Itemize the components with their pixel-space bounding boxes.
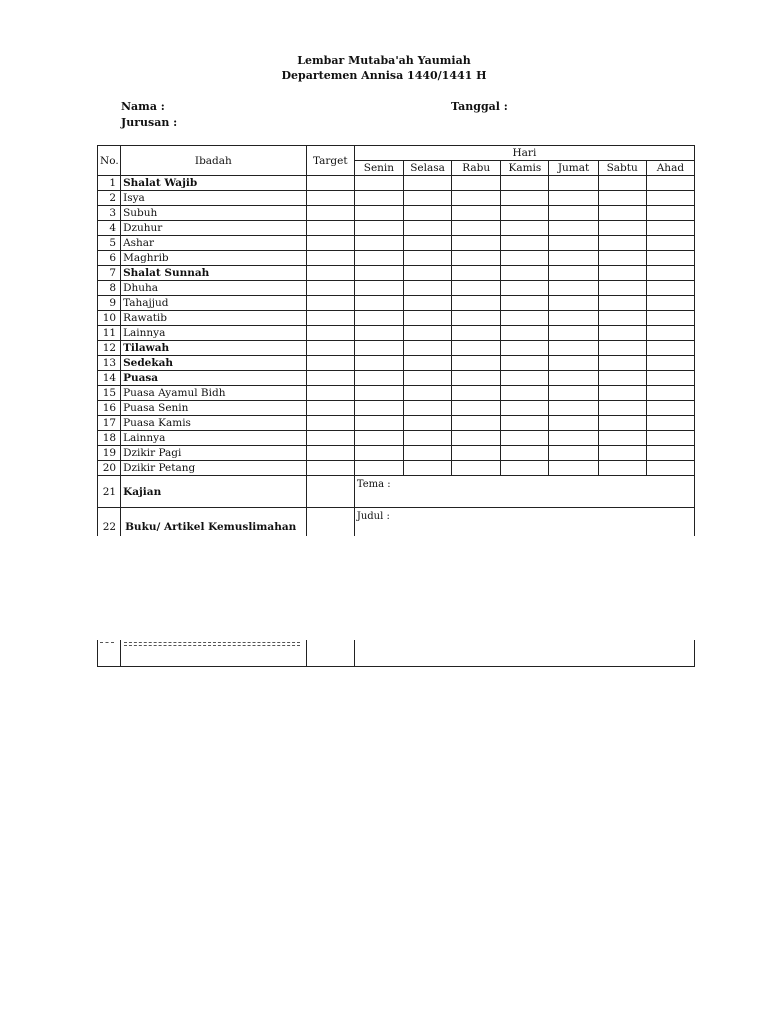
document-subtitle: Departemen Annisa 1440/1441 H xyxy=(281,69,487,82)
buku-judul-field[interactable]: Judul : xyxy=(354,508,694,667)
day-cell-kamis[interactable] xyxy=(501,236,549,251)
header-no: No. xyxy=(98,146,121,176)
day-cell-sabtu[interactable] xyxy=(598,341,646,356)
kajian-target-cell[interactable] xyxy=(306,476,354,508)
table-row xyxy=(98,356,695,371)
row-number: 6 xyxy=(98,251,121,266)
target-cell[interactable] xyxy=(306,416,354,431)
day-cell-ahad[interactable] xyxy=(646,326,694,341)
day-cell-senin[interactable] xyxy=(354,446,403,461)
day-cell-sabtu[interactable] xyxy=(598,251,646,266)
day-cell-sabtu[interactable] xyxy=(598,296,646,311)
table-row xyxy=(98,431,695,446)
day-cell-kamis[interactable] xyxy=(501,176,549,191)
day-cell-sabtu[interactable] xyxy=(598,356,646,371)
day-cell-sabtu[interactable] xyxy=(598,311,646,326)
day-cell-rabu[interactable] xyxy=(452,371,501,386)
day-cell-kamis[interactable] xyxy=(501,296,549,311)
day-cell-senin[interactable] xyxy=(354,221,403,236)
target-cell[interactable] xyxy=(306,176,354,191)
day-cell-kamis[interactable] xyxy=(501,311,549,326)
day-cell-senin[interactable] xyxy=(354,356,403,371)
day-cell-kamis[interactable] xyxy=(501,461,549,476)
day-cell-ahad[interactable] xyxy=(646,401,694,416)
day-cell-selasa[interactable] xyxy=(403,191,451,206)
row-number: 10 xyxy=(98,311,121,326)
day-cell-ahad[interactable] xyxy=(646,266,694,281)
day-header-jumat: Jumat xyxy=(549,161,598,176)
target-cell[interactable] xyxy=(306,206,354,221)
header-target: Target xyxy=(306,146,354,176)
ibadah-label: Dzikir Pagi xyxy=(121,446,307,461)
ibadah-label: Lainnya xyxy=(121,326,307,341)
target-cell[interactable] xyxy=(306,326,354,341)
target-cell[interactable] xyxy=(306,191,354,206)
day-cell-jumat[interactable] xyxy=(549,431,598,446)
day-cell-ahad[interactable] xyxy=(646,416,694,431)
day-cell-jumat[interactable] xyxy=(549,311,598,326)
day-cell-sabtu[interactable] xyxy=(598,416,646,431)
day-cell-jumat[interactable] xyxy=(549,221,598,236)
day-cell-senin[interactable] xyxy=(354,371,403,386)
ibadah-label: Sedekah xyxy=(121,356,307,371)
day-cell-kamis[interactable] xyxy=(501,386,549,401)
day-cell-sabtu[interactable] xyxy=(598,221,646,236)
row-number: 18 xyxy=(98,431,121,446)
day-cell-sabtu[interactable] xyxy=(598,236,646,251)
day-cell-ahad[interactable] xyxy=(646,221,694,236)
row-number: 2 xyxy=(98,191,121,206)
day-cell-selasa[interactable] xyxy=(403,401,451,416)
header-row xyxy=(98,146,695,161)
table-row xyxy=(98,341,695,356)
document-title: Lembar Mutaba'ah Yaumiah xyxy=(297,54,471,67)
day-cell-kamis[interactable] xyxy=(501,446,549,461)
day-cell-selasa[interactable] xyxy=(403,446,451,461)
target-cell[interactable] xyxy=(306,431,354,446)
day-header-kamis: Kamis xyxy=(501,161,549,176)
day-cell-jumat[interactable] xyxy=(549,371,598,386)
day-cell-ahad[interactable] xyxy=(646,311,694,326)
table-row xyxy=(98,221,695,236)
row-number: 9 xyxy=(98,296,121,311)
target-cell[interactable] xyxy=(306,311,354,326)
day-cell-ahad[interactable] xyxy=(646,446,694,461)
day-cell-rabu[interactable] xyxy=(452,446,501,461)
ibadah-label: Puasa xyxy=(121,371,307,386)
target-cell[interactable] xyxy=(306,371,354,386)
ibadah-label: Dzuhur xyxy=(121,221,307,236)
row-number: 5 xyxy=(98,236,121,251)
table-row xyxy=(98,296,695,311)
header-hari: Hari xyxy=(354,146,694,161)
kajian-row xyxy=(98,476,695,508)
day-cell-selasa[interactable] xyxy=(403,206,451,221)
ibadah-label: Ashar xyxy=(121,236,307,251)
day-cell-ahad[interactable] xyxy=(646,356,694,371)
day-cell-selasa[interactable] xyxy=(403,311,451,326)
kajian-tema-field[interactable]: Tema : xyxy=(354,476,694,508)
row-number: 16 xyxy=(98,401,121,416)
day-cell-sabtu[interactable] xyxy=(598,446,646,461)
day-cell-senin[interactable] xyxy=(354,236,403,251)
day-header-sabtu: Sabtu xyxy=(598,161,646,176)
day-cell-rabu[interactable] xyxy=(452,341,501,356)
day-cell-selasa[interactable] xyxy=(403,296,451,311)
day-cell-rabu[interactable] xyxy=(452,191,501,206)
day-cell-rabu[interactable] xyxy=(452,281,501,296)
day-cell-ahad[interactable] xyxy=(646,176,694,191)
day-cell-rabu[interactable] xyxy=(452,206,501,221)
day-cell-selasa[interactable] xyxy=(403,341,451,356)
target-cell[interactable] xyxy=(306,341,354,356)
row-number: 8 xyxy=(98,281,121,296)
day-cell-selasa[interactable] xyxy=(403,371,451,386)
day-cell-selasa[interactable] xyxy=(403,386,451,401)
ibadah-label: Lainnya xyxy=(121,431,307,446)
day-cell-jumat[interactable] xyxy=(549,266,598,281)
buku-label: Buku/ Artikel Kemuslimahan xyxy=(121,508,307,667)
day-cell-senin[interactable] xyxy=(354,206,403,221)
day-cell-sabtu[interactable] xyxy=(598,401,646,416)
table-row xyxy=(98,206,695,221)
table-row xyxy=(98,266,695,281)
row-number: 1 xyxy=(98,176,121,191)
target-cell[interactable] xyxy=(306,356,354,371)
day-cell-jumat[interactable] xyxy=(549,296,598,311)
day-header-ahad: Ahad xyxy=(646,161,694,176)
day-cell-selasa[interactable] xyxy=(403,266,451,281)
day-cell-jumat[interactable] xyxy=(549,281,598,296)
ibadah-label: Puasa Kamis xyxy=(121,416,307,431)
target-cell[interactable] xyxy=(306,281,354,296)
ibadah-label: Maghrib xyxy=(121,251,307,266)
ibadah-label: Rawatib xyxy=(121,311,307,326)
table-row xyxy=(98,386,695,401)
day-cell-kamis[interactable] xyxy=(501,431,549,446)
table-row xyxy=(98,461,695,476)
day-cell-ahad[interactable] xyxy=(646,386,694,401)
day-cell-senin[interactable] xyxy=(354,326,403,341)
table-row xyxy=(98,281,695,296)
day-cell-rabu[interactable] xyxy=(452,221,501,236)
target-cell[interactable] xyxy=(306,266,354,281)
day-cell-senin[interactable] xyxy=(354,431,403,446)
ibadah-label: Shalat Sunnah xyxy=(121,266,307,281)
table-row xyxy=(98,191,695,206)
tanggal-label: Tanggal : xyxy=(451,100,508,113)
day-cell-senin[interactable] xyxy=(354,281,403,296)
day-header-selasa: Selasa xyxy=(403,161,451,176)
table-row xyxy=(98,236,695,251)
day-cell-senin[interactable] xyxy=(354,176,403,191)
day-cell-kamis[interactable] xyxy=(501,251,549,266)
day-cell-selasa[interactable] xyxy=(403,251,451,266)
row-number: 11 xyxy=(98,326,121,341)
artifact-mark xyxy=(124,642,300,646)
ibadah-label: Dhuha xyxy=(121,281,307,296)
table-row xyxy=(98,446,695,461)
day-cell-ahad[interactable] xyxy=(646,431,694,446)
day-cell-selasa[interactable] xyxy=(403,221,451,236)
day-cell-ahad[interactable] xyxy=(646,236,694,251)
day-cell-jumat[interactable] xyxy=(549,416,598,431)
jurusan-label: Jurusan : xyxy=(121,116,178,129)
day-cell-selasa[interactable] xyxy=(403,236,451,251)
day-cell-sabtu[interactable] xyxy=(598,266,646,281)
day-cell-ahad[interactable] xyxy=(646,461,694,476)
day-cell-selasa[interactable] xyxy=(403,281,451,296)
day-cell-rabu[interactable] xyxy=(452,461,501,476)
nama-label: Nama : xyxy=(121,100,165,113)
day-cell-senin[interactable] xyxy=(354,401,403,416)
row-number: 20 xyxy=(98,461,121,476)
table-row xyxy=(98,371,695,386)
day-cell-senin[interactable] xyxy=(354,191,403,206)
target-cell[interactable] xyxy=(306,386,354,401)
day-cell-senin[interactable] xyxy=(354,461,403,476)
day-cell-jumat[interactable] xyxy=(549,251,598,266)
day-cell-jumat[interactable] xyxy=(549,191,598,206)
day-cell-jumat[interactable] xyxy=(549,176,598,191)
table-row xyxy=(98,326,695,341)
day-cell-kamis[interactable] xyxy=(501,356,549,371)
day-header-rabu: Rabu xyxy=(452,161,501,176)
day-cell-kamis[interactable] xyxy=(501,341,549,356)
day-cell-selasa[interactable] xyxy=(403,461,451,476)
day-cell-sabtu[interactable] xyxy=(598,386,646,401)
render-gap xyxy=(0,536,768,640)
ibadah-label: Isya xyxy=(121,191,307,206)
target-cell[interactable] xyxy=(306,251,354,266)
day-cell-jumat[interactable] xyxy=(549,206,598,221)
day-cell-jumat[interactable] xyxy=(549,341,598,356)
day-cell-rabu[interactable] xyxy=(452,356,501,371)
day-cell-kamis[interactable] xyxy=(501,281,549,296)
row-number: 13 xyxy=(98,356,121,371)
day-cell-rabu[interactable] xyxy=(452,326,501,341)
day-cell-ahad[interactable] xyxy=(646,341,694,356)
day-cell-sabtu[interactable] xyxy=(598,371,646,386)
row-number: 3 xyxy=(98,206,121,221)
day-cell-jumat[interactable] xyxy=(549,461,598,476)
day-cell-selasa[interactable] xyxy=(403,326,451,341)
day-cell-sabtu[interactable] xyxy=(598,191,646,206)
row-number: 12 xyxy=(98,341,121,356)
row-number: 14 xyxy=(98,371,121,386)
day-cell-selasa[interactable] xyxy=(403,416,451,431)
day-cell-ahad[interactable] xyxy=(646,206,694,221)
day-cell-kamis[interactable] xyxy=(501,206,549,221)
header-ibadah: Ibadah xyxy=(121,146,307,176)
day-cell-rabu[interactable] xyxy=(452,296,501,311)
day-cell-ahad[interactable] xyxy=(646,296,694,311)
ibadah-label: Tilawah xyxy=(121,341,307,356)
row-number: 4 xyxy=(98,221,121,236)
ibadah-label: Puasa Senin xyxy=(121,401,307,416)
day-cell-ahad[interactable] xyxy=(646,191,694,206)
target-cell[interactable] xyxy=(306,401,354,416)
day-cell-senin[interactable] xyxy=(354,296,403,311)
day-cell-jumat[interactable] xyxy=(549,446,598,461)
table-row xyxy=(98,176,695,191)
day-cell-selasa[interactable] xyxy=(403,176,451,191)
day-cell-sabtu[interactable] xyxy=(598,326,646,341)
day-cell-jumat[interactable] xyxy=(549,401,598,416)
table-row xyxy=(98,401,695,416)
day-cell-kamis[interactable] xyxy=(501,221,549,236)
ibadah-label: Tahajjud xyxy=(121,296,307,311)
target-cell[interactable] xyxy=(306,221,354,236)
day-cell-rabu[interactable] xyxy=(452,401,501,416)
day-cell-jumat[interactable] xyxy=(549,386,598,401)
day-cell-sabtu[interactable] xyxy=(598,461,646,476)
ibadah-label: Shalat Wajib xyxy=(121,176,307,191)
row-number: 7 xyxy=(98,266,121,281)
day-cell-kamis[interactable] xyxy=(501,401,549,416)
day-cell-senin[interactable] xyxy=(354,416,403,431)
ibadah-label: Puasa Ayamul Bidh xyxy=(121,386,307,401)
row-number: 15 xyxy=(98,386,121,401)
day-cell-rabu[interactable] xyxy=(452,416,501,431)
ibadah-label: Dzikir Petang xyxy=(121,461,307,476)
table-row xyxy=(98,251,695,266)
kajian-label: Kajian xyxy=(121,476,307,508)
day-cell-senin[interactable] xyxy=(354,341,403,356)
day-cell-selasa[interactable] xyxy=(403,431,451,446)
day-cell-jumat[interactable] xyxy=(549,326,598,341)
day-cell-selasa[interactable] xyxy=(403,356,451,371)
day-cell-sabtu[interactable] xyxy=(598,431,646,446)
day-cell-rabu[interactable] xyxy=(452,251,501,266)
day-cell-rabu[interactable] xyxy=(452,386,501,401)
day-cell-senin[interactable] xyxy=(354,251,403,266)
day-cell-ahad[interactable] xyxy=(646,371,694,386)
kajian-no: 21 xyxy=(98,476,121,508)
day-cell-rabu[interactable] xyxy=(452,236,501,251)
day-cell-kamis[interactable] xyxy=(501,371,549,386)
ibadah-label: Subuh xyxy=(121,206,307,221)
table-row xyxy=(98,311,695,326)
day-cell-senin[interactable] xyxy=(354,266,403,281)
day-header-senin: Senin xyxy=(354,161,403,176)
target-cell[interactable] xyxy=(306,446,354,461)
day-cell-jumat[interactable] xyxy=(549,236,598,251)
table-row xyxy=(98,416,695,431)
buku-no: 22 xyxy=(98,508,121,667)
day-cell-sabtu[interactable] xyxy=(598,281,646,296)
target-cell[interactable] xyxy=(306,236,354,251)
day-cell-rabu[interactable] xyxy=(452,311,501,326)
day-cell-jumat[interactable] xyxy=(549,356,598,371)
day-cell-kamis[interactable] xyxy=(501,191,549,206)
day-cell-rabu[interactable] xyxy=(452,266,501,281)
day-cell-kamis[interactable] xyxy=(501,326,549,341)
row-number: 19 xyxy=(98,446,121,461)
day-cell-kamis[interactable] xyxy=(501,266,549,281)
day-cell-senin[interactable] xyxy=(354,311,403,326)
day-cell-kamis[interactable] xyxy=(501,416,549,431)
target-cell[interactable] xyxy=(306,296,354,311)
day-cell-senin[interactable] xyxy=(354,386,403,401)
day-cell-ahad[interactable] xyxy=(646,281,694,296)
artifact-mark xyxy=(100,642,114,643)
day-cell-rabu[interactable] xyxy=(452,431,501,446)
row-number: 17 xyxy=(98,416,121,431)
day-cell-rabu[interactable] xyxy=(452,176,501,191)
table-body xyxy=(98,176,695,476)
target-cell[interactable] xyxy=(306,461,354,476)
day-cell-sabtu[interactable] xyxy=(598,176,646,191)
day-cell-sabtu[interactable] xyxy=(598,206,646,221)
day-cell-ahad[interactable] xyxy=(646,251,694,266)
